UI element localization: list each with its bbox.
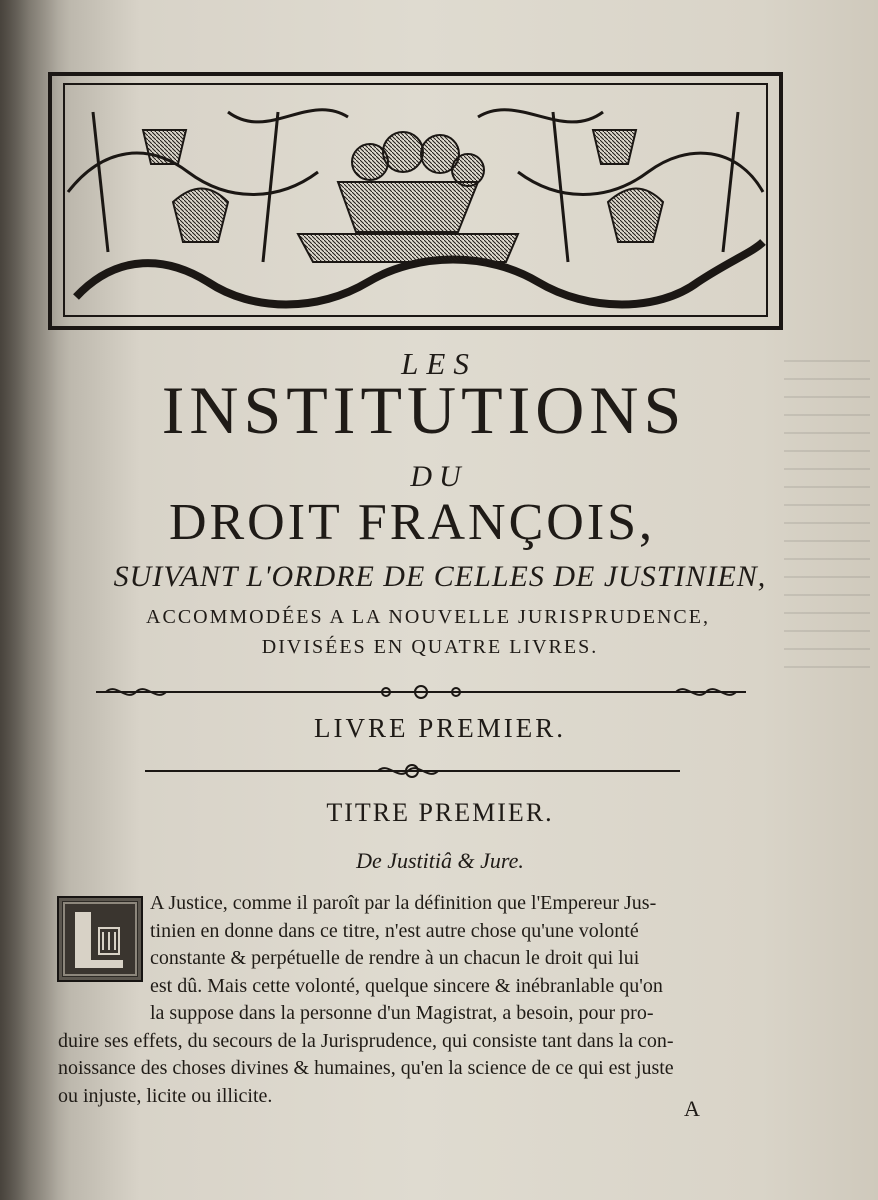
body-line: noissance des choses divines & humaines, qu'en la science de ce qui est juste bbox=[58, 1057, 674, 1079]
drop-cap-letter: L bbox=[99, 948, 101, 949]
drop-cap bbox=[57, 896, 143, 982]
decorative-headpiece bbox=[48, 72, 783, 330]
subtitle-italic: SUIVANT L'ORDRE DE CELLES DE JUSTINIEN, bbox=[113, 560, 767, 593]
book-heading: LIVRE PREMIER. bbox=[313, 713, 566, 743]
show-through bbox=[784, 360, 870, 680]
title-medium: DROIT FRANÇOIS, bbox=[168, 494, 656, 551]
body-line: tinien en donne dans ce titre, n'est autre chose qu'une volonté bbox=[150, 919, 639, 942]
title-heading: TITRE PREMIER. bbox=[326, 798, 554, 827]
headpiece-illustration bbox=[48, 72, 783, 330]
title-small: LES bbox=[401, 346, 477, 381]
title-du: DU bbox=[410, 460, 468, 493]
body-line: duire ses effets, du secours de la Jurisprudence, qui consiste tant dans la con- bbox=[58, 1029, 674, 1052]
body-line: est dû. Mais cette volonté, quelque sincere & inébranlable qu'on bbox=[150, 974, 663, 997]
body-line: ou injuste, licite ou illicite. bbox=[58, 1084, 273, 1107]
ornamental-rule-bottom bbox=[140, 760, 685, 782]
title-subheading: De Justitiâ & Jure. bbox=[356, 848, 524, 873]
body-line: constante & perpétuelle de rendre à un chacun le droit qui lui bbox=[150, 947, 640, 969]
ornamental-rule-top bbox=[86, 680, 756, 704]
subtitle-line-1: ACCOMMODÉES A LA NOUVELLE JURISPRUDENCE, bbox=[146, 606, 710, 628]
subtitle-line-2: DIVISÉES EN QUATRE LIVRES. bbox=[261, 636, 599, 658]
title-large: INSTITUTIONS bbox=[161, 372, 687, 448]
body-line: la suppose dans la personne d'un Magistrat, a besoin, pour pro- bbox=[150, 1002, 654, 1024]
body-line: A Justice, comme il paroît par la définition que l'Empereur Jus- bbox=[150, 892, 657, 914]
signature-mark: A bbox=[684, 1096, 700, 1121]
